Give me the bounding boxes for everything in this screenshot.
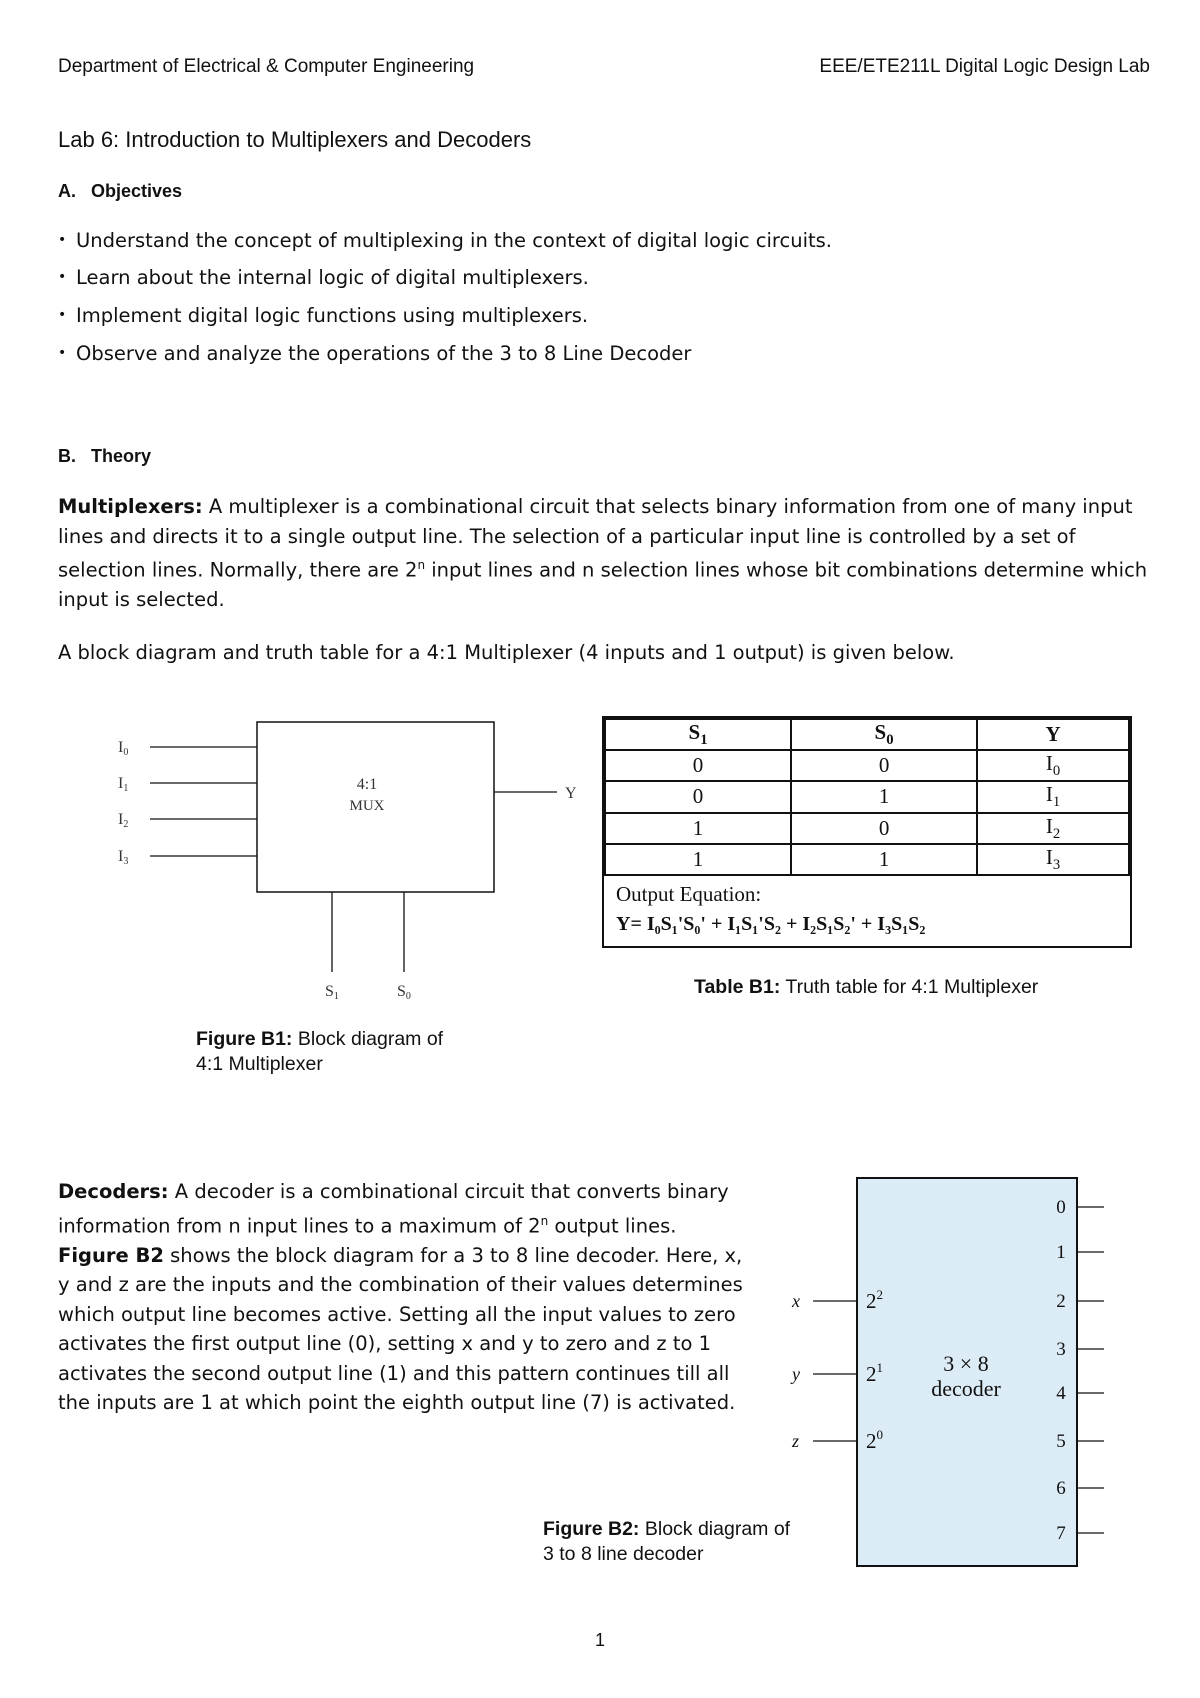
header-department: Department of Electrical & Computer Engineering xyxy=(58,56,475,77)
table-b1-caption: Table B1: Truth table for 4:1 Multiplexer xyxy=(694,976,1039,998)
header-y: Y xyxy=(977,719,1129,750)
figure-b1-caption: Figure B1: Block diagram of 4:1 Multiplexer xyxy=(196,1028,444,1075)
mux-input-label: I0 xyxy=(118,739,129,758)
decoder-input-label: y xyxy=(792,1364,800,1384)
decoder-box-label: 3 × 8 xyxy=(943,1351,989,1376)
truth-table xyxy=(602,716,1132,948)
table-row: 0 0 $I_0$ xyxy=(605,750,1129,781)
decoder-paragraph: Decoders: A decoder is a combinational circuit that converts binary information from n input lines to a maximum of 2$^n$ output lines. Figure B2 shows the block diagram for a 3 to 8 line decoder. Here, x, y and z are the inputs and the combination of their values determines which output line becomes active. Setting all the input values to zero activates the first output line (0), setting x and y to zero and z to 1 activates the second output line (1) and this pattern continues till all the inputs are 1 at which point the eighth output line (7) is activated. xyxy=(58,1180,743,1414)
section-a-title: Objectives xyxy=(91,181,183,201)
mux-select-label: S1 xyxy=(325,983,339,1002)
page-number: 1 xyxy=(595,1630,606,1650)
mux-input-label: I1 xyxy=(118,775,129,794)
table-row: 1 1 $I_3$ xyxy=(605,844,1129,875)
objective-item: • Observe and analyze the operations of the 3 to 8 Line Decoder xyxy=(58,342,692,365)
section-a-heading xyxy=(58,181,182,202)
decoder-output-label: 3 xyxy=(1056,1339,1066,1360)
mux-box-label: 4:1 xyxy=(356,776,378,793)
header-s1: $S_1$ xyxy=(605,719,791,750)
decoder-output-label: 1 xyxy=(1056,1242,1066,1263)
table-header-row xyxy=(605,719,1129,750)
block-intro-text: A block diagram and truth table for a 4:1 Multiplexer (4 inputs and 1 output) is given below. xyxy=(58,641,955,664)
objective-item: • Learn about the internal logic of digital multiplexers. xyxy=(58,266,589,289)
decoder-weight: $2^2$ xyxy=(866,1287,883,1313)
objective-item: • Implement digital logic functions using multiplexers. xyxy=(58,304,589,327)
decoder-output-label: 6 xyxy=(1056,1478,1066,1499)
mux-input-label: I2 xyxy=(118,811,129,830)
section-b-label: B. xyxy=(58,446,76,466)
equation-label: Output Equation: xyxy=(616,881,762,906)
decoder-output-label: 5 xyxy=(1056,1431,1066,1452)
header-course: EEE/ETE211L Digital Logic Design Lab xyxy=(819,56,1150,77)
objective-item: • Understand the concept of multiplexing in the context of digital logic circuits. xyxy=(58,229,832,252)
figure-b2-caption: Figure B2: Block diagram of 3 to 8 line decoder xyxy=(543,1518,791,1565)
section-b-title: Theory xyxy=(91,446,152,466)
multiplexer-paragraph: Multiplexers: A multiplexer is a combinational circuit that selects binary information from one of many input lines and directs it to a single output line. The selection of a particular input line is controlled by a set of selection lines. Normally, there are 2$^n$ input lines and n selection lines whose bit combinations determine which input is selected. xyxy=(58,495,1148,611)
decoder-weight: $2^0$ xyxy=(866,1427,883,1453)
section-b-heading xyxy=(58,446,151,467)
equation-text: Y= I₀S₁'S₀' + I₁S₁'S₂ + I₂S₁S₂' + I₃S₁S₂ xyxy=(616,912,926,935)
output-equation xyxy=(604,876,1130,942)
section-a-label: A. xyxy=(58,181,76,201)
mux-input-label: I3 xyxy=(118,848,129,867)
decoder-output-label: 7 xyxy=(1056,1523,1066,1544)
decoder-input-label: z xyxy=(792,1431,800,1451)
decoder-box-label: decoder xyxy=(931,1376,1001,1401)
decoder-output-label: 4 xyxy=(1056,1383,1066,1404)
page-title: Lab 6: Introduction to Multiplexers and Decoders xyxy=(58,127,532,152)
decoder-weight: $2^1$ xyxy=(866,1360,883,1386)
decoder-block-diagram xyxy=(780,1170,1110,1570)
table-row: 1 0 $I_2$ xyxy=(605,813,1129,844)
mux-box-label: MUX xyxy=(349,798,385,814)
header-s0: $S_0$ xyxy=(791,719,977,750)
decoder-input-label: x xyxy=(792,1291,800,1311)
mux-select-label: S0 xyxy=(397,983,411,1002)
decoder-output-label: 2 xyxy=(1056,1291,1066,1312)
decoder-output-label: 0 xyxy=(1056,1197,1066,1218)
mux-output-label: Y xyxy=(565,785,577,802)
table-row: 0 1 $I_1$ xyxy=(605,781,1129,812)
mux-block-diagram xyxy=(100,710,600,1010)
